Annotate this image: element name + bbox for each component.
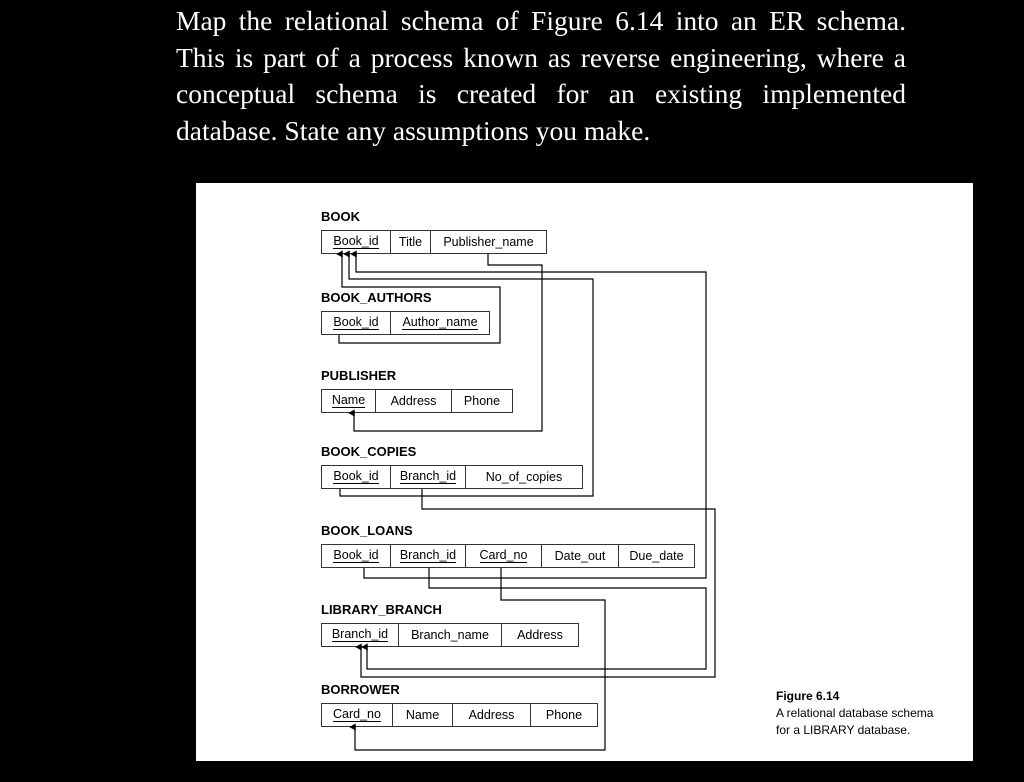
column: Due_date	[629, 549, 684, 563]
column: Phone	[545, 708, 583, 722]
table-name-borrower: BORROWER	[321, 682, 400, 697]
table-name-book-loans: BOOK_LOANS	[321, 523, 413, 538]
fk-line	[340, 254, 593, 496]
table-name-library-branch: LIBRARY_BRANCH	[321, 602, 442, 617]
column: Title	[391, 231, 431, 253]
column: Address	[453, 704, 531, 726]
foreign-key-lines	[196, 183, 973, 761]
column: Card_no	[466, 545, 542, 567]
column: Name	[393, 704, 453, 726]
table-name-publisher: PUBLISHER	[321, 368, 397, 383]
column: Book_id	[322, 312, 391, 334]
question-text: Map the relational schema of Figure 6.14 into an ER schema. This is part of a process known as reverse engineering, where a conceptual schema is created for an existing implemented database. State any assumptions you make.	[176, 5, 906, 146]
fk-line	[355, 568, 605, 750]
fk-line	[356, 254, 706, 578]
column: Branch_name	[399, 624, 502, 646]
fk-line	[339, 254, 500, 343]
column: Book_id	[322, 466, 391, 488]
fk-line	[361, 489, 715, 677]
column: Book_id	[322, 545, 391, 567]
column: Phone	[463, 394, 501, 408]
column: Address	[376, 390, 452, 412]
column: No_of_copies	[485, 470, 563, 484]
table-name-book-authors: BOOK_AUTHORS	[321, 290, 432, 305]
schema-figure	[196, 183, 973, 761]
figure-caption	[776, 688, 946, 739]
fk-line	[367, 568, 706, 669]
column: Publisher_name	[443, 235, 534, 249]
column: Branch_id	[391, 545, 466, 567]
table-name-book: BOOK	[321, 209, 360, 224]
column: Date_out	[542, 545, 619, 567]
column: Book_id	[322, 231, 391, 253]
column: Author_name	[402, 315, 478, 329]
column: Branch_id	[322, 624, 399, 646]
column: Name	[322, 390, 376, 412]
caption-title: Figure 6.14	[776, 689, 840, 703]
column: Branch_id	[391, 466, 466, 488]
table-name-book-copies: BOOK_COPIES	[321, 444, 417, 459]
column: Card_no	[322, 704, 393, 726]
column: Address	[517, 628, 563, 642]
caption-text: A relational database schema for a LIBRARY database.	[776, 706, 934, 737]
